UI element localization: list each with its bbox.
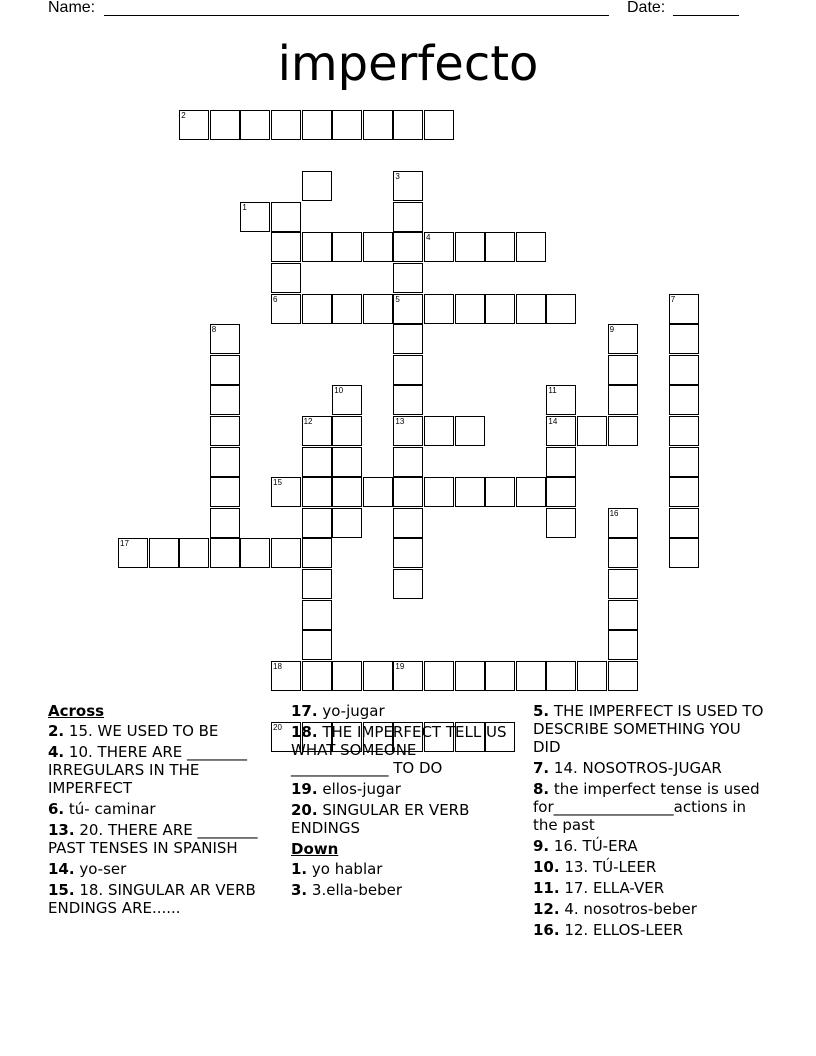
grid-cell[interactable] xyxy=(363,477,393,507)
grid-cell[interactable] xyxy=(516,294,546,324)
clue-number: 18. xyxy=(291,723,318,741)
clue-number: 16. xyxy=(533,921,560,939)
down-clue xyxy=(533,702,773,756)
grid-cell[interactable] xyxy=(332,385,362,415)
clue-number: 3 xyxy=(395,172,400,182)
across-clue-list-continued xyxy=(291,702,511,837)
grid-cell[interactable] xyxy=(393,263,423,293)
grid-cell[interactable] xyxy=(332,232,362,262)
grid-cell[interactable] xyxy=(363,232,393,262)
grid-cell[interactable] xyxy=(669,355,699,385)
clue-number: 19. xyxy=(291,780,318,798)
clues-column-3 xyxy=(533,702,773,942)
grid-cell[interactable] xyxy=(608,538,638,568)
clue-text: yo-jugar xyxy=(317,702,385,720)
grid-cell[interactable] xyxy=(210,416,240,446)
grid-cell[interactable] xyxy=(302,171,332,201)
clues-column-1 xyxy=(48,702,286,920)
grid-cell[interactable] xyxy=(485,661,515,691)
clue-number: 5 xyxy=(395,294,400,304)
down-clue xyxy=(291,881,511,899)
grid-cell[interactable] xyxy=(302,661,332,691)
down-clue xyxy=(533,921,773,939)
clue-text: 4. nosotros-beber xyxy=(559,900,697,918)
down-clue-list xyxy=(291,860,511,899)
grid-cell[interactable] xyxy=(485,232,515,262)
grid-cell[interactable] xyxy=(210,385,240,415)
clue-text: 20. THERE ARE ________ PAST TENSES IN SPANISH xyxy=(48,821,258,857)
grid-cell[interactable] xyxy=(393,232,423,262)
grid-cell[interactable] xyxy=(608,416,638,446)
clue-text: 16. TÚ-ERA xyxy=(549,837,638,855)
clue-text: yo hablar xyxy=(307,860,383,878)
grid-cell[interactable] xyxy=(546,661,576,691)
grid-cell[interactable] xyxy=(271,661,301,691)
grid-cell[interactable] xyxy=(271,477,301,507)
grid-cell[interactable] xyxy=(302,447,332,477)
grid-cell[interactable] xyxy=(455,661,485,691)
grid-cell[interactable] xyxy=(302,477,332,507)
grid-cell[interactable] xyxy=(302,416,332,446)
puzzle-title: imperfecto xyxy=(277,36,539,92)
down-clue xyxy=(533,900,773,918)
grid-cell[interactable] xyxy=(363,110,393,140)
grid-cell[interactable] xyxy=(424,416,454,446)
grid-cell[interactable] xyxy=(669,324,699,354)
clue-number: 20 xyxy=(273,723,282,732)
across-clue xyxy=(291,702,511,720)
grid-cell[interactable] xyxy=(149,538,179,568)
clue-text: 3.ella-beber xyxy=(307,881,403,899)
grid-cell[interactable] xyxy=(424,294,454,324)
clue-number: 7. xyxy=(533,759,550,777)
clue-number: 12 xyxy=(303,417,313,426)
clue-text: ellos-jugar xyxy=(317,780,401,798)
grid-cell[interactable] xyxy=(424,661,454,691)
grid-cell[interactable] xyxy=(271,538,301,568)
clue-number: 6. xyxy=(48,800,65,818)
grid-cell[interactable] xyxy=(302,630,332,660)
grid-cell[interactable] xyxy=(210,508,240,538)
grid-cell[interactable] xyxy=(393,447,423,477)
grid-cell[interactable] xyxy=(608,630,638,660)
grid-cell[interactable] xyxy=(393,202,423,232)
grid-cell[interactable] xyxy=(485,477,515,507)
grid-cell[interactable] xyxy=(393,661,423,691)
grid-cell[interactable] xyxy=(546,447,576,477)
grid-cell[interactable] xyxy=(302,538,332,568)
clue-text: 13. TÚ-LEER xyxy=(559,858,657,876)
clue-text: SINGULAR ER VERB ENDINGS xyxy=(291,801,470,837)
grid-cell[interactable] xyxy=(332,661,362,691)
grid-cell[interactable] xyxy=(210,447,240,477)
grid-cell[interactable] xyxy=(332,416,362,446)
clue-number: 16 xyxy=(609,508,619,518)
grid-cell[interactable] xyxy=(455,232,485,262)
down-heading: Down xyxy=(291,840,339,858)
grid-cell[interactable] xyxy=(669,294,699,324)
grid-cell[interactable] xyxy=(393,538,423,568)
grid-cell[interactable] xyxy=(302,110,332,140)
across-clue xyxy=(48,881,286,917)
grid-cell[interactable] xyxy=(455,416,485,446)
grid-cell[interactable] xyxy=(302,569,332,599)
across-clue xyxy=(48,722,286,740)
across-clue xyxy=(291,723,511,777)
across-clue xyxy=(291,780,511,798)
clue-number: 10 xyxy=(334,386,344,396)
grid-cell[interactable] xyxy=(669,538,699,568)
across-clue xyxy=(48,821,286,857)
clue-text: 12. ELLOS-LEER xyxy=(559,921,684,939)
grid-cell[interactable] xyxy=(669,385,699,415)
grid-cell[interactable] xyxy=(393,569,423,599)
grid-cell[interactable] xyxy=(516,661,546,691)
clue-number: 5. xyxy=(533,702,550,720)
clue-number: 17. xyxy=(291,702,318,720)
grid-cell[interactable] xyxy=(455,294,485,324)
grid-cell[interactable] xyxy=(210,477,240,507)
across-clue xyxy=(48,800,286,818)
grid-cell[interactable] xyxy=(302,232,332,262)
grid-cell[interactable] xyxy=(363,294,393,324)
clue-number: 1 xyxy=(242,202,247,212)
grid-cell[interactable] xyxy=(240,110,270,140)
clue-number: 13. xyxy=(48,821,75,839)
grid-cell[interactable] xyxy=(669,447,699,477)
clue-number: 14 xyxy=(548,417,558,426)
clue-number: 18 xyxy=(273,661,282,671)
grid-cell[interactable] xyxy=(485,294,515,324)
clue-number: 10. xyxy=(533,858,560,876)
clue-number: 15 xyxy=(273,478,282,488)
grid-cell[interactable] xyxy=(393,355,423,385)
clue-number: 1. xyxy=(291,860,308,878)
grid-cell[interactable] xyxy=(271,294,301,324)
grid-cell[interactable] xyxy=(302,508,332,538)
grid-cell[interactable] xyxy=(332,447,362,477)
grid-cell[interactable] xyxy=(302,294,332,324)
clue-text: 14. NOSOTROS-JUGAR xyxy=(549,759,722,777)
grid-cell[interactable] xyxy=(669,416,699,446)
across-clue xyxy=(291,801,511,837)
grid-cell[interactable] xyxy=(271,202,301,232)
clue-number: 2 xyxy=(181,111,186,120)
grid-cell[interactable] xyxy=(179,538,209,568)
grid-cell[interactable] xyxy=(608,569,638,599)
clue-number: 3. xyxy=(291,881,308,899)
grid-cell[interactable] xyxy=(393,385,423,415)
down-clue xyxy=(533,837,773,855)
clue-number: 17 xyxy=(120,539,129,549)
grid-cell[interactable] xyxy=(302,600,332,630)
grid-cell[interactable] xyxy=(546,416,576,446)
grid-cell[interactable] xyxy=(179,110,209,140)
grid-cell[interactable] xyxy=(210,355,240,385)
grid-cell[interactable] xyxy=(608,600,638,630)
name-label: Name: xyxy=(48,0,96,16)
across-clue xyxy=(48,743,286,797)
clue-number: 6 xyxy=(273,294,278,304)
grid-cell[interactable] xyxy=(546,385,576,415)
grid-cell[interactable] xyxy=(332,294,362,324)
clue-number: 2. xyxy=(48,722,65,740)
grid-cell[interactable] xyxy=(393,110,423,140)
grid-cell[interactable] xyxy=(332,477,362,507)
down-clue xyxy=(533,759,773,777)
down-clue xyxy=(533,879,773,897)
grid-cell[interactable] xyxy=(516,477,546,507)
grid-cell[interactable] xyxy=(271,110,301,140)
clue-text: THE IMPERFECT IS USED TO DESCRIBE SOMETHING YOU DID xyxy=(533,702,764,756)
grid-cell[interactable] xyxy=(271,263,301,293)
grid-cell[interactable] xyxy=(608,355,638,385)
grid-cell[interactable] xyxy=(608,508,638,538)
clue-number: 14. xyxy=(48,860,75,878)
grid-cell[interactable] xyxy=(608,324,638,354)
across-clue xyxy=(48,860,286,878)
grid-cell[interactable] xyxy=(393,294,423,324)
clue-number: 7 xyxy=(670,294,676,304)
across-clue-list xyxy=(48,722,286,917)
down-clue-list-continued xyxy=(533,702,773,939)
grid-cell[interactable] xyxy=(393,477,423,507)
clue-text: tú- caminar xyxy=(64,800,156,818)
grid-cell[interactable] xyxy=(118,538,148,568)
grid-cell[interactable] xyxy=(669,508,699,538)
grid-cell[interactable] xyxy=(271,232,301,262)
clue-text: yo-ser xyxy=(74,860,127,878)
grid-cell[interactable] xyxy=(424,477,454,507)
clue-text: 18. SINGULAR AR VERB ENDINGS ARE...... xyxy=(48,881,256,917)
grid-cell[interactable] xyxy=(424,110,454,140)
grid-cell[interactable] xyxy=(577,416,607,446)
down-clue xyxy=(533,858,773,876)
down-clue xyxy=(533,780,773,834)
clue-number: 12. xyxy=(533,900,560,918)
grid-cell[interactable] xyxy=(669,477,699,507)
grid-cell[interactable] xyxy=(577,661,607,691)
grid-cell[interactable] xyxy=(332,110,362,140)
grid-cell[interactable] xyxy=(240,202,270,232)
grid-cell[interactable] xyxy=(210,324,240,354)
clue-number: 8 xyxy=(211,325,217,335)
across-heading: Across xyxy=(48,702,105,720)
clue-text: THE IMPERFECT TELL US WHAT SOMEONE _____________ TO DO xyxy=(291,723,507,777)
grid-cell[interactable] xyxy=(332,508,362,538)
clue-text: 17. ELLA-VER xyxy=(559,879,665,897)
grid-cell[interactable] xyxy=(608,385,638,415)
grid-cell[interactable] xyxy=(240,538,270,568)
clue-number: 13 xyxy=(395,417,405,426)
grid-cell[interactable] xyxy=(546,294,576,324)
date-label: Date: xyxy=(627,0,666,16)
clue-number: 11. xyxy=(533,879,560,897)
grid-cell[interactable] xyxy=(546,508,576,538)
grid-cell[interactable] xyxy=(393,416,423,446)
clue-number: 8. xyxy=(533,780,550,798)
grid-cell[interactable] xyxy=(393,324,423,354)
grid-cell[interactable] xyxy=(455,477,485,507)
clue-number: 4 xyxy=(426,233,431,243)
grid-cell[interactable] xyxy=(393,508,423,538)
clue-number: 19 xyxy=(395,661,405,671)
grid-cell[interactable] xyxy=(210,538,240,568)
clue-number: 11 xyxy=(548,386,557,396)
clue-number: 9. xyxy=(533,837,550,855)
grid-cell[interactable] xyxy=(424,232,454,262)
clue-text: 15. WE USED TO BE xyxy=(64,722,219,740)
grid-cell[interactable] xyxy=(608,661,638,691)
clue-number: 9 xyxy=(609,325,615,335)
clue-text: 10. THERE ARE ________ IRREGULARS IN THE IMPERFECT xyxy=(48,743,248,797)
grid-cell[interactable] xyxy=(546,477,576,507)
grid-cell[interactable] xyxy=(516,232,546,262)
clue-text: the imperfect tense is used for________________actions in the past xyxy=(533,780,760,834)
clue-number: 15. xyxy=(48,881,75,899)
clue-number: 20. xyxy=(291,801,318,819)
clue-number: 4. xyxy=(48,743,65,761)
grid-cell[interactable] xyxy=(210,110,240,140)
down-clue xyxy=(291,860,511,878)
clues-column-2 xyxy=(291,702,511,902)
grid-cell[interactable] xyxy=(363,661,393,691)
grid-cell[interactable] xyxy=(393,171,423,201)
